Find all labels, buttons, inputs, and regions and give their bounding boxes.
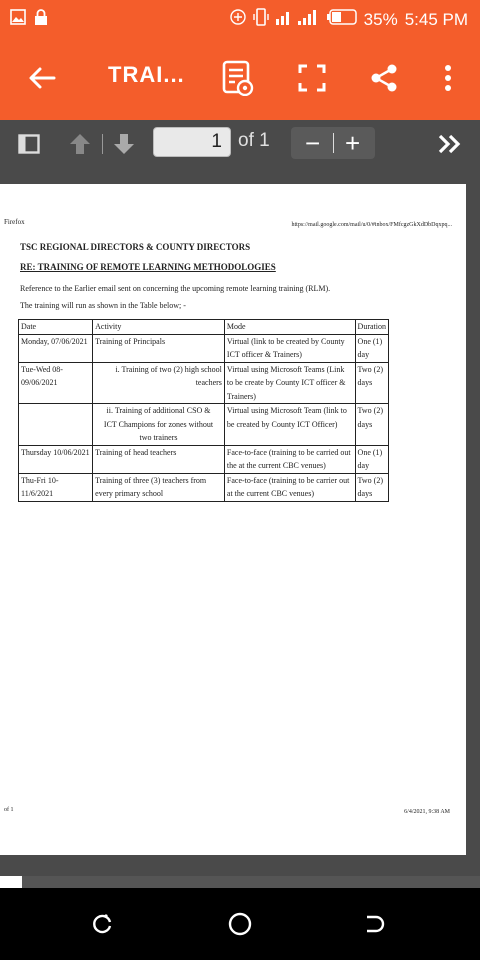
page-number-input[interactable]: 1 — [153, 127, 231, 157]
back-icon[interactable] — [358, 908, 390, 940]
table-cell: Two (2) days — [355, 362, 388, 404]
home-icon[interactable] — [224, 908, 256, 940]
app-bar — [0, 36, 480, 120]
system-nav-bar — [0, 888, 480, 960]
table-cell: One (1) day — [355, 445, 388, 473]
zoom-control — [291, 127, 375, 159]
table-cell: Virtual using Microsoft Team (link to be created by County ICT Officer) — [224, 404, 355, 446]
scrollbar-thumb[interactable] — [0, 876, 22, 888]
pdf-page — [0, 184, 466, 855]
table-cell: Two (2) days — [355, 404, 388, 446]
table-cell: One (1) day — [355, 334, 388, 362]
table-cell: Monday, 07/06/2021 — [19, 334, 93, 362]
doc-paragraph: The training will run as shown in the Table below; - — [20, 301, 186, 310]
print-footer-date: 6/4/2021, 9:38 AM — [404, 809, 450, 815]
table-header: Date — [19, 320, 93, 335]
clock: 5:45 PM — [404, 9, 468, 29]
table-row — [19, 404, 389, 446]
document-title: TRAI... — [108, 62, 185, 87]
table-cell: Thursday 10/06/2021 — [19, 445, 93, 473]
table-cell: Face-to-face (training to be carrier out at the current CBC venues) — [224, 473, 355, 501]
share-icon[interactable] — [366, 60, 402, 96]
recents-icon[interactable] — [86, 908, 118, 940]
document-view-icon[interactable] — [220, 60, 256, 96]
sidebar-icon[interactable] — [16, 128, 42, 160]
next-page-icon[interactable] — [110, 128, 138, 160]
zoom-out-button[interactable]: − — [305, 128, 321, 158]
add-circle-icon — [230, 9, 246, 30]
table-cell: Virtual (link to be created by County ICT officer & Trainers) — [224, 334, 355, 362]
table-header: Mode — [224, 320, 355, 335]
prev-page-icon[interactable] — [66, 128, 94, 160]
table-header-row — [19, 320, 389, 335]
table-cell: Two (2) days — [355, 473, 388, 501]
table-cell: Training of head teachers — [93, 445, 225, 473]
table-header: Activity — [93, 320, 225, 335]
battery-percent: 35% — [363, 9, 398, 29]
table-cell: ii. Training of additional CSO & ICT Champions for zones without two trainers — [93, 404, 225, 446]
image-icon — [10, 9, 26, 30]
zoom-separator — [333, 133, 334, 153]
more-vert-icon[interactable] — [430, 60, 466, 96]
fullscreen-icon[interactable] — [294, 60, 330, 96]
table-cell: i. Training of two (2) high school teachers — [93, 362, 225, 404]
table-row — [19, 362, 389, 404]
table-cell: Virtual using Microsoft Teams (Link to be create by County ICT officer & Trainers) — [224, 362, 355, 404]
table-row — [19, 445, 389, 473]
doc-heading: TSC REGIONAL DIRECTORS & COUNTY DIRECTORS — [20, 242, 251, 252]
table-cell: Training of three (3) teachers from every primary school — [93, 473, 225, 501]
table-row — [19, 473, 389, 501]
status-bar — [0, 0, 480, 36]
print-footer-page: of 1 — [4, 807, 14, 813]
table-cell: Tue-Wed 08-09/06/2021 — [19, 362, 93, 404]
print-header-url: https://mail.google.com/mail/u/0/#inbox/FMfcgzGkXdDbDqxpq... — [291, 222, 452, 228]
forward-icon[interactable] — [434, 128, 466, 160]
table-header: Duration — [355, 320, 388, 335]
lock-icon — [34, 9, 48, 30]
vibrate-icon — [253, 8, 269, 31]
doc-subject: RE: TRAINING OF REMOTE LEARNING METHODOLOGIES — [20, 262, 276, 272]
table-row — [19, 334, 389, 362]
table-cell: Face-to-face (training to be carried out the at the current CBC venues) — [224, 445, 355, 473]
training-table — [18, 319, 389, 502]
toolbar-separator — [102, 134, 103, 154]
doc-paragraph: Reference to the Earlier email sent on concerning the upcoming remote learning training (RLM). — [20, 284, 331, 293]
table-cell: Thu-Fri 10-11/6/2021 — [19, 473, 93, 501]
battery-icon — [327, 9, 357, 30]
scrollbar-track — [22, 876, 480, 888]
print-header-left: Firefox — [4, 218, 25, 226]
back-arrow-icon[interactable] — [26, 62, 58, 94]
zoom-in-button[interactable]: + — [345, 128, 361, 158]
table-cell — [19, 404, 93, 446]
signal-icon — [276, 9, 320, 30]
table-cell: Training of Principals — [93, 334, 225, 362]
page-total: of 1 — [238, 130, 270, 151]
